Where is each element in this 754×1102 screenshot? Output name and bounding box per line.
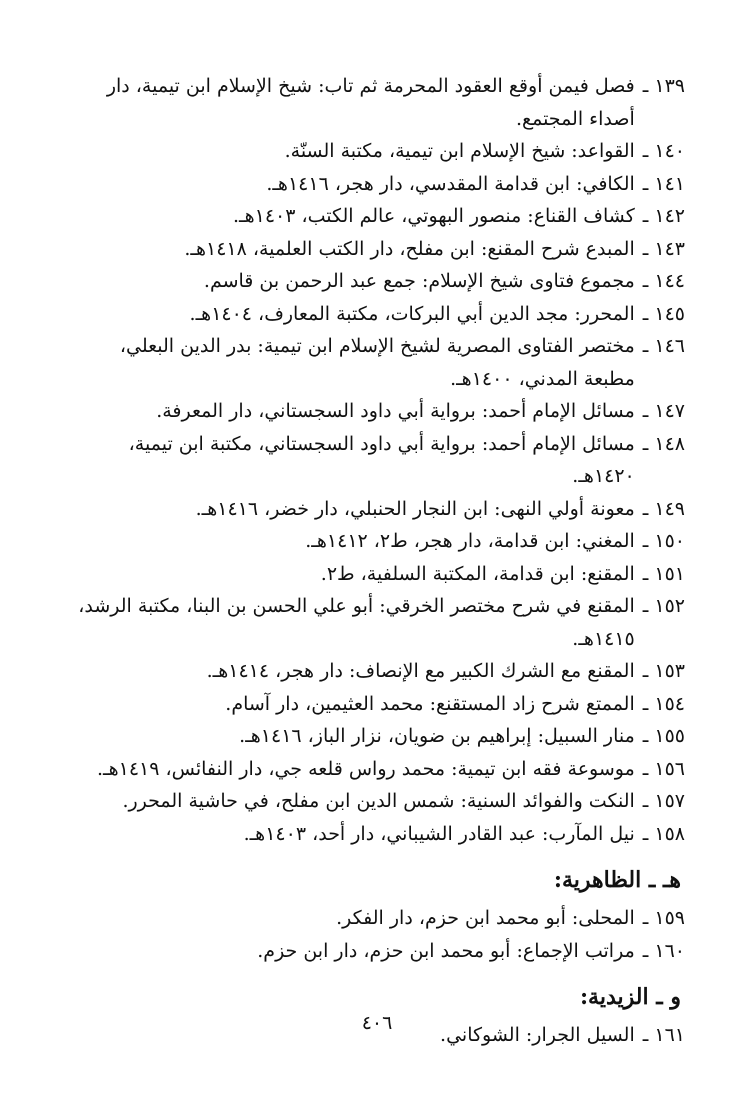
entry-number: ١٤٦ ـ [642,335,685,357]
entry-number: ١٤٥ ـ [642,302,685,325]
bibliography-entry [70,753,685,786]
entry-text: نيل المآرب: عبد القادر الشيباني، دار أحد، ١٤٠٣هـ. [243,822,635,845]
bibliography-entry [70,395,685,428]
entry-text: المبدع شرح المقنع: ابن مفلح، دار الكتب العلمية، ١٤١٨هـ. [184,237,635,260]
bibliography-entry [70,493,685,526]
entry-text: النكت والفوائد السنية: شمس الدين ابن مفلح، في حاشية المحرر. [122,790,635,812]
entry-text: المحرر: مجد الدين أبي البركات، مكتبة المعارف، ١٤٠٤هـ. [189,302,635,325]
bibliography-entry [70,330,685,395]
entry-number: ١٤٠ ـ [642,140,685,162]
entry-number: ١٥٢ ـ [642,595,685,617]
entry-text: منار السبيل: إبراهيم بن ضويان، نزار الباز، ١٤١٦هـ. [239,725,635,747]
entry-text: المغني: ابن قدامة، دار هجر، ط٢، ١٤١٢هـ. [305,530,635,552]
entry-number: ١٥٩ ـ [642,907,685,929]
bibliography-entry [70,785,685,818]
bibliography-entry [70,168,685,201]
bibliography-entry [70,135,685,168]
entry-number: ١٤٤ ـ [642,270,685,292]
entry-text: الممتع شرح زاد المستقنع: محمد العثيمين، دار آسام. [225,692,635,715]
entry-number: ١٥٧ ـ [642,790,685,812]
entry-number: ١٥٠ ـ [642,530,685,552]
bibliography-entry [70,233,685,266]
bibliography-entry [70,265,685,298]
bibliography-page [70,70,685,1052]
bibliography-entry [70,655,685,688]
entry-text: مختصر الفتاوى المصرية لشيخ الإسلام ابن تيمية: بدر الدين البعلي، مطبعة المدني، ١٤٠٠هـ. [119,335,635,390]
section-heading: هـ ـ الظاهرية: [553,867,681,893]
bibliography-sections [70,70,685,1052]
bibliography-entry [70,428,685,493]
bibliography-entry [70,720,685,753]
entry-text: مراتب الإجماع: أبو محمد ابن حزم، دار ابن حزم. [257,939,635,962]
entry-text: السيل الجرار: الشوكاني. [440,1024,635,1046]
bibliography-entry [70,902,685,935]
page-number: ٤٠٦ [361,1012,393,1034]
entry-number: ١٥٤ ـ [642,692,685,715]
bibliography-entry [70,200,685,233]
entry-text: المقنع: ابن قدامة، المكتبة السلفية، ط٢. [320,562,635,585]
entry-number: ١٥٦ ـ [642,757,685,780]
entry-number: ١٥٨ ـ [642,822,685,845]
entry-number: ١٥٥ ـ [642,725,685,747]
entry-number: ١٤٢ ـ [642,205,685,227]
bibliography-entry [70,818,685,851]
bibliography-entry [70,70,685,135]
entry-text: مسائل الإمام أحمد: برواية أبي داود السجستاني، دار المعرفة. [156,400,635,422]
entry-number: ١٤٧ ـ [642,400,685,422]
entry-number: ١٤٣ ـ [642,237,685,260]
entry-text: كشاف القناع: منصور البهوتي، عالم الكتب، ١٤٠٣هـ. [232,205,635,227]
entry-number: ١٥١ ـ [642,562,685,585]
entry-text: المحلى: أبو محمد ابن حزم، دار الفكر. [336,907,635,929]
bibliography-entry [70,590,685,655]
entry-number: ١٣٩ ـ [642,75,685,97]
entry-number: ١٦٠ ـ [642,939,685,962]
entry-number: ١٤١ ـ [642,172,685,195]
entry-number: ١٤٩ ـ [642,497,685,520]
entry-text: فصل فيمن أوقع العقود المحرمة ثم تاب: شيخ الإسلام ابن تيمية، دار أصداء المجتمع. [106,75,635,130]
entry-text: المقنع في شرح مختصر الخرقي: أبو علي الحسن بن البنا، مكتبة الرشد، ١٤١٥هـ. [78,595,635,650]
section-heading: و ـ الزيدية: [579,984,681,1010]
entry-text: المقنع مع الشرك الكبير مع الإنصاف: دار هجر، ١٤١٤هـ. [206,660,635,682]
entry-text: القواعد: شيخ الإسلام ابن تيمية، مكتبة السنّة. [284,140,635,162]
entry-text: معونة أولي النهى: ابن النجار الحنبلي، دار خضر، ١٤١٦هـ. [195,497,635,520]
bibliography-entry [70,558,685,591]
entry-text: الكافي: ابن قدامة المقدسي، دار هجر، ١٤١٦هـ. [266,172,635,195]
entry-number: ١٤٨ ـ [642,432,685,455]
bibliography-entry [70,688,685,721]
entry-text: مسائل الإمام أحمد: برواية أبي داود السجستاني، مكتبة ابن تيمية، ١٤٢٠هـ. [128,432,635,487]
entry-text: موسوعة فقه ابن تيمية: محمد رواس قلعه جي، دار النفائس، ١٤١٩هـ. [96,757,635,780]
entry-text: مجموع فتاوى شيخ الإسلام: جمع عبد الرحمن بن قاسم. [203,270,635,292]
bibliography-entry [70,935,685,968]
bibliography-entry [70,298,685,331]
entry-number: ١٦١ ـ [642,1024,685,1046]
bibliography-entry [70,525,685,558]
entry-number: ١٥٣ ـ [642,660,685,682]
